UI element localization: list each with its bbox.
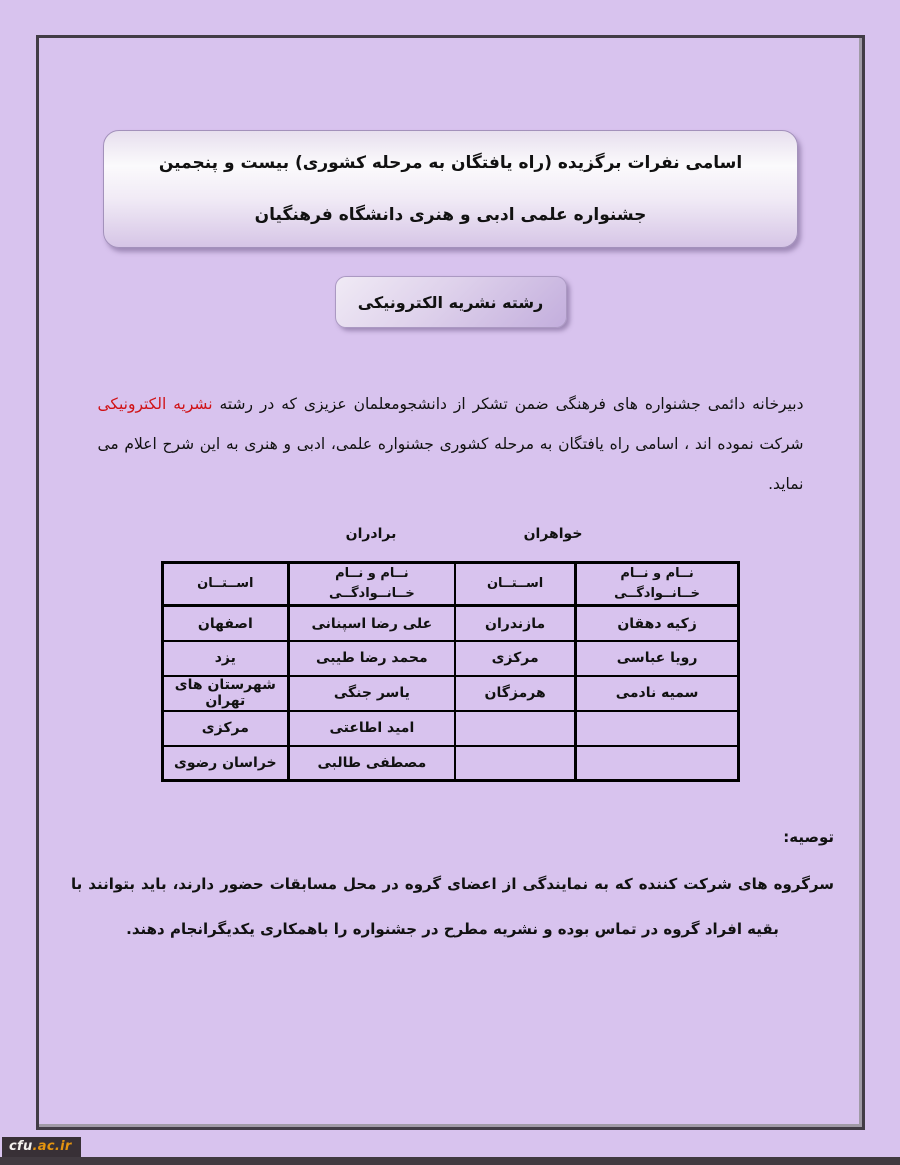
cell-sister-province: مرکزی	[455, 641, 576, 676]
header-brother-province: اســتــان	[163, 563, 289, 606]
cell-sister-name: سمیه نادمی	[576, 676, 739, 711]
cell-brother-name: علی رضا اسپنانی	[288, 606, 455, 641]
table-row	[163, 606, 739, 641]
site-watermark	[2, 1137, 81, 1157]
intro-text-before: دبیرخانه دائمی جشنواره های فرهنگی ضمن تشکر از دانشجومعلمان عزیزی که در رشته	[212, 395, 804, 413]
intro-text-after: شرکت نموده اند ، اسامی راه یافتگان به مرحله کشوری جشنواره علمی، ادبی و هنری به این شرح اعلام می نماید.	[97, 435, 804, 493]
field-label: رشته نشریه الکترونیکی	[357, 292, 544, 312]
cell-brother-province: یزد	[163, 641, 289, 676]
table-row	[163, 641, 739, 676]
page-title-line-1: اسامی نفرات برگزیده (راه یافتگان به مرحله کشوری) بیست و پنجمین	[158, 153, 743, 173]
table-header-row	[163, 563, 739, 606]
cell-sister-name	[576, 711, 739, 746]
cell-sister-province	[455, 746, 576, 781]
cell-brother-province: مرکزی	[163, 711, 289, 746]
cell-brother-province: شهرستان های تهران	[163, 676, 289, 711]
cell-brother-name: محمد رضا طیبی	[288, 641, 455, 676]
page-title-line-2: جشنواره علمی ادبی و هنری دانشگاه فرهنگیان	[254, 205, 647, 225]
cell-sister-province: مازندران	[455, 606, 576, 641]
cell-brother-name: امید اطاعتی	[288, 711, 455, 746]
table-row	[163, 711, 739, 746]
intro-paragraph	[98, 384, 804, 504]
table-row	[163, 746, 739, 781]
cell-sister-province: هرمزگان	[455, 676, 576, 711]
recommendation-body: سرگروه های شرکت کننده که به نمایندگی از اعضای گروه در محل مسابقات حضور دارند، باید بتوانند با بقیه افراد گروه در تماس بوده و نشریه مطرح در جشنواره را باهمکاری یکدیگرانجام دهند.	[71, 875, 834, 939]
cell-sister-name	[576, 746, 739, 781]
cell-sister-province	[455, 711, 576, 746]
title-box	[103, 130, 798, 248]
field-box	[335, 276, 567, 328]
header-sister-province: اســتــان	[455, 563, 576, 606]
section-labels	[164, 526, 737, 544]
watermark-prefix: cfu	[9, 1139, 33, 1154]
header-brother-name: نــام و نــام خــانــوادگــی	[288, 563, 455, 606]
cell-brother-name: مصطفی طالبی	[288, 746, 455, 781]
cell-brother-province: اصفهان	[163, 606, 289, 641]
brothers-section-label: برادران	[345, 526, 397, 542]
cell-brother-name: یاسر جنگی	[288, 676, 455, 711]
results-table	[161, 561, 740, 782]
bottom-bar	[0, 1157, 900, 1165]
cell-sister-name: زکیه دهقان	[576, 606, 739, 641]
cell-sister-name: رویا عباسی	[576, 641, 739, 676]
header-sister-name: نــام و نــام خــانــوادگــی	[576, 563, 739, 606]
watermark-suffix: .ac.ir	[32, 1139, 72, 1154]
table-row	[163, 676, 739, 711]
sisters-section-label: خواهران	[523, 526, 583, 542]
recommendation-heading: توصیه:	[783, 828, 834, 847]
highlighted-field-name: نشریه الکترونیکی	[97, 395, 213, 413]
recommendation-section	[71, 828, 834, 952]
cell-brother-province: خراسان رضوی	[163, 746, 289, 781]
page-frame	[36, 35, 865, 1130]
